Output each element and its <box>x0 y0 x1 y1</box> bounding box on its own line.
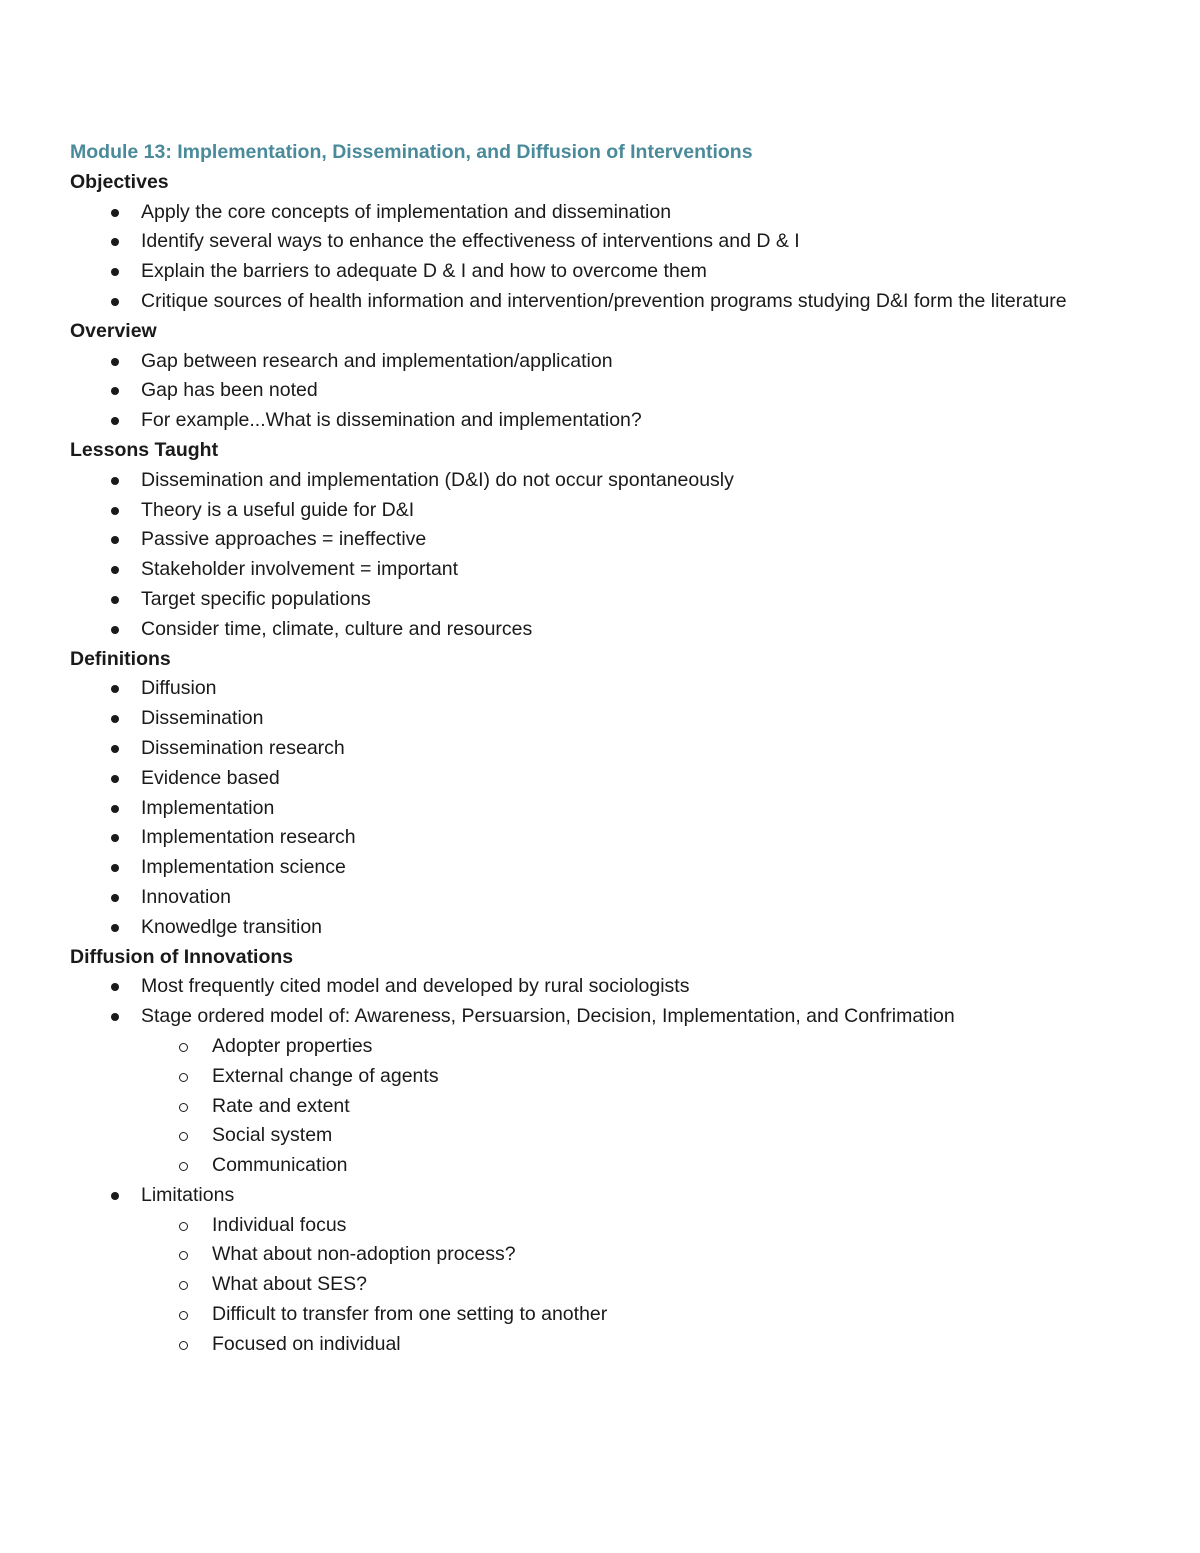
definitions-list <box>70 674 1130 942</box>
list-item: Apply the core concepts of implementation and dissemination <box>70 198 1130 228</box>
list-item: Target specific populations <box>70 585 1130 615</box>
sublist-item: Rate and extent <box>70 1092 1130 1122</box>
section-heading-overview: Overview <box>70 319 157 342</box>
overview-list <box>70 347 1130 436</box>
sublist-item: What about SES? <box>70 1270 1130 1300</box>
list-item: Gap has been noted <box>70 376 1130 406</box>
list-item: Knowedlge transition <box>70 913 1130 943</box>
sublist-item: Individual focus <box>70 1211 1130 1241</box>
list-item: Consider time, climate, culture and resources <box>70 615 1130 645</box>
lessons-taught-list <box>70 466 1130 645</box>
objectives-list <box>70 198 1130 317</box>
sublist-item: What about non-adoption process? <box>70 1240 1130 1270</box>
document-title: Module 13: Implementation, Dissemination, and Diffusion of Interventions <box>70 141 753 163</box>
list-item: Dissemination <box>70 704 1130 734</box>
list-item: Gap between research and implementation/application <box>70 347 1130 377</box>
section-heading-definitions: Definitions <box>70 647 171 670</box>
sublist <box>70 1032 1130 1181</box>
list-item: Diffusion <box>70 674 1130 704</box>
list-item: Implementation research <box>70 823 1130 853</box>
list-item: Implementation science <box>70 853 1130 883</box>
document-content <box>70 138 1130 1360</box>
list-item <box>70 1181 1130 1360</box>
list-item <box>70 972 1130 1002</box>
list-item: Dissemination research <box>70 734 1130 764</box>
list-item: For example...What is dissemination and implementation? <box>70 406 1130 436</box>
section-heading-objectives: Objectives <box>70 170 169 193</box>
sublist-item: Communication <box>70 1151 1130 1181</box>
list-item: Implementation <box>70 794 1130 824</box>
list-item: Critique sources of health information and intervention/prevention programs studying D&I form the literature <box>70 287 1130 317</box>
list-item-text: Limitations <box>70 1181 1130 1211</box>
list-item-text: Most frequently cited model and developed by rural sociologists <box>70 972 1130 1002</box>
list-item <box>70 1002 1130 1181</box>
sublist-item: External change of agents <box>70 1062 1130 1092</box>
sublist-item: Difficult to transfer from one setting to another <box>70 1300 1130 1330</box>
list-item: Theory is a useful guide for D&I <box>70 496 1130 526</box>
list-item: Innovation <box>70 883 1130 913</box>
sublist-item: Adopter properties <box>70 1032 1130 1062</box>
list-item: Dissemination and implementation (D&I) do not occur spontaneously <box>70 466 1130 496</box>
sublist <box>70 1211 1130 1360</box>
sublist-item: Social system <box>70 1121 1130 1151</box>
list-item-text: Stage ordered model of: Awareness, Persuarsion, Decision, Implementation, and Confrimation <box>70 1002 1130 1032</box>
list-item: Evidence based <box>70 764 1130 794</box>
list-item: Stakeholder involvement = important <box>70 555 1130 585</box>
list-item: Identify several ways to enhance the effectiveness of interventions and D & I <box>70 227 1130 257</box>
list-item: Passive approaches = ineffective <box>70 525 1130 555</box>
section-heading-diffusion-of-innovations: Diffusion of Innovations <box>70 945 294 968</box>
diffusion-of-innovations-list <box>70 972 1130 1359</box>
sublist-item: Focused on individual <box>70 1330 1130 1360</box>
section-heading-lessons-taught: Lessons Taught <box>70 438 219 461</box>
list-item: Explain the barriers to adequate D & I and how to overcome them <box>70 257 1130 287</box>
